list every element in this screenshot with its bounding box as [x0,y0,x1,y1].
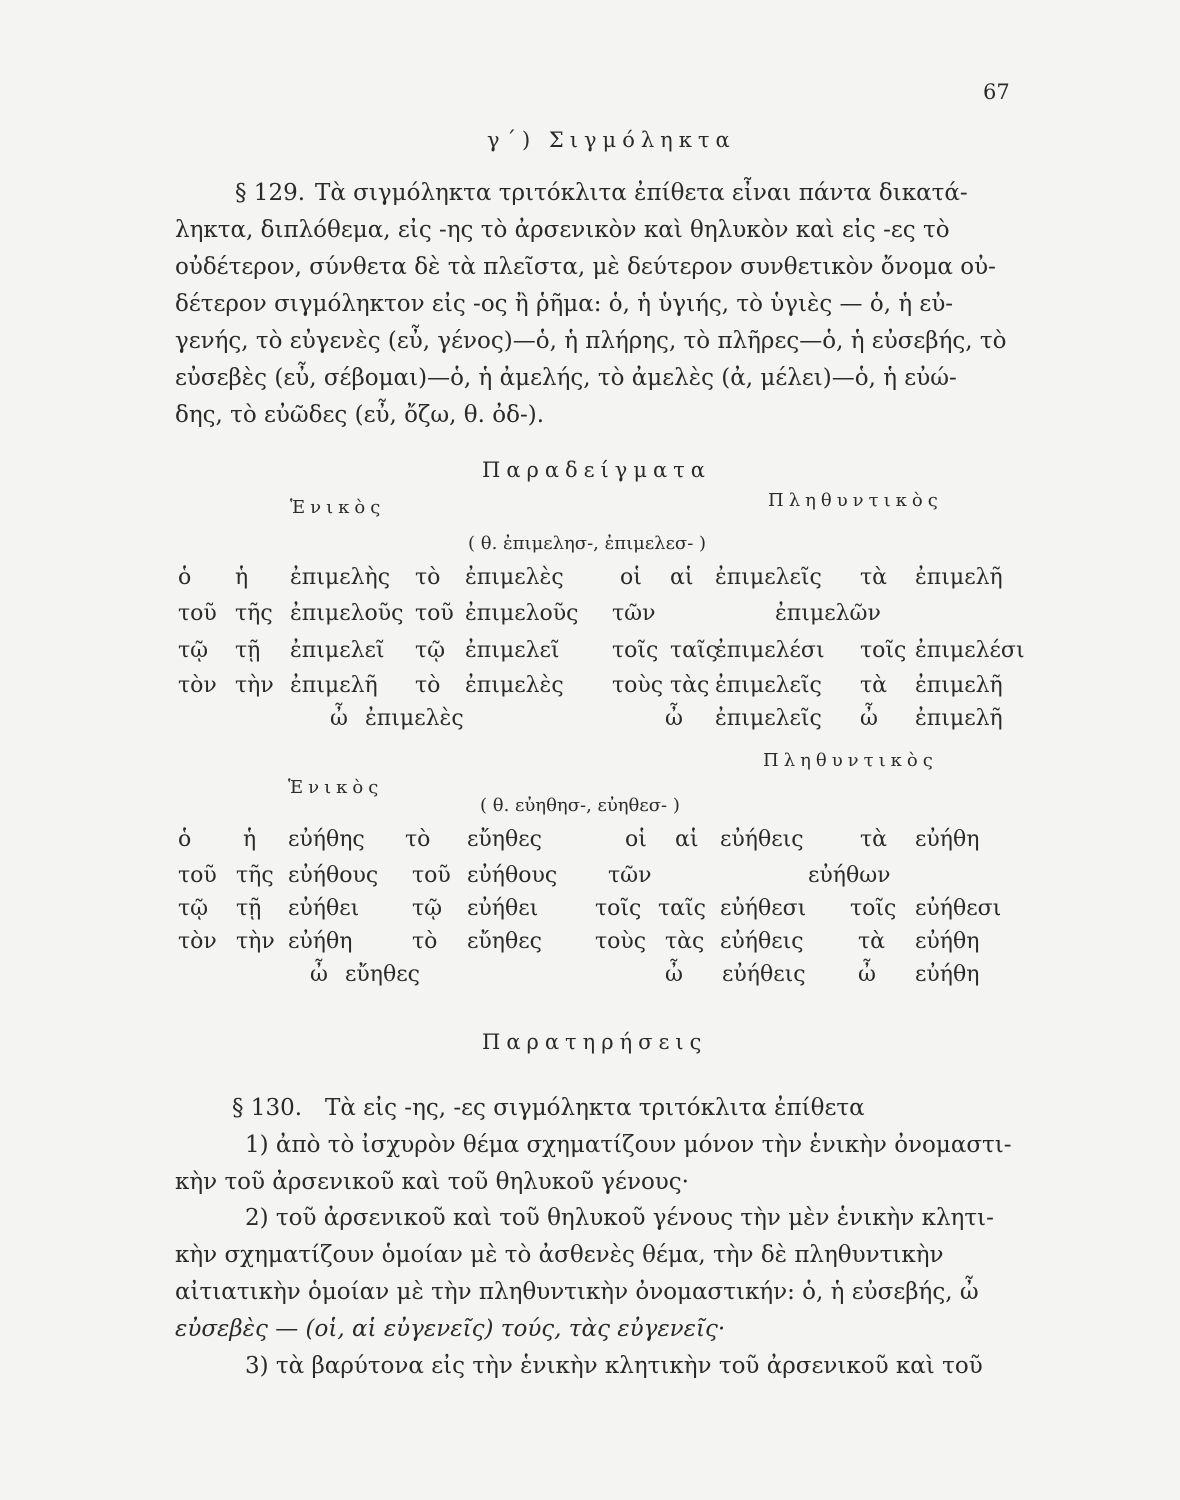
table-cell: τῷ [415,638,446,663]
table-cell: εὔηθες [467,929,542,954]
table-cell: τὰς [670,673,710,698]
table-cell: ἐπιμελὲς [465,565,564,590]
paragraph-line: δης, τὸ εὐῶδες (εὖ, ὄζω, θ. ὀδ-). [175,402,545,428]
table-cell: τὰ [860,565,888,590]
table-cell: τοῖς [612,638,659,663]
paragraph-line: αἰτιατικὴν ὁμοίαν μὲ τὴν πληθυντικὴν ὀνομαστικήν: ὁ, ἡ εὐσεβής, ὦ [175,1279,979,1305]
table-cell: εὐήθει [288,896,360,921]
table-cell: εὐήθει [467,896,539,921]
table-cell: ἐπιμελέσι [715,638,825,663]
table-cell: ἐπιμελεῖ [465,638,560,663]
examples-heading: Παραδείγματα [482,458,711,482]
table-cell: εὐήθεις [720,827,804,852]
table-cell: τὸ [412,929,438,954]
table-cell: εὐήθεις [722,962,806,987]
table-cell: τοὺς [612,673,664,698]
table-cell: ἐπιμελέσι [915,638,1025,663]
plural-label: Πληθυντικὸς [768,490,943,511]
table-cell: τὰ [860,673,888,698]
table-cell: τὴν [236,929,275,954]
table-cell: τῷ [178,638,209,663]
stem-note: ( θ. ἐπιμελησ-, ἐπιμελεσ- ) [468,533,707,554]
table-cell: εὐήθους [288,863,379,888]
table-cell: ἡ [243,827,257,852]
table-cell: τοῖς [860,638,907,663]
table-cell: τῶν [612,601,656,626]
table-cell: ἐπιμελεῖ [290,638,385,663]
table-cell: τοῖς [595,896,642,921]
table-cell: τῷ [412,896,443,921]
table-cell: τὸ [405,827,431,852]
table-cell: ἐπιμελῆ [290,673,378,698]
table-cell: εὐήθη [915,827,980,852]
paragraph-line: Τὰ εἰς -ης, -ες σιγμόληκτα τριτόκλιτα ἐπίθετα [325,1095,865,1121]
table-cell: εὐήθη [915,929,980,954]
paragraph-line: ληκτα, διπλόθεμα, εἰς -ης τὸ ἀρσενικὸν καὶ θηλυκὸν καὶ εἰς -ες τὸ [175,217,950,243]
table-cell: τῶν [608,863,652,888]
paragraph-line: 3) τὰ βαρύτονα εἰς τὴν ἑνικὴν κλητικὴν τοῦ ἀρσενικοῦ καὶ τοῦ [245,1353,983,1379]
table-cell: ἐπιμελῶν [775,601,881,626]
paragraph-line: εὐσεβὲς (εὖ, σέβομαι)—ὁ, ἡ ἀμελής, τὸ ἀμελὲς (ἀ, μέλει)—ὁ, ἡ εὐώ- [175,365,957,391]
table-cell: εὐήθους [467,863,558,888]
table-cell: ὦ [330,706,348,731]
table-cell: τοὺς [595,929,647,954]
table-cell: εὔηθες [467,827,542,852]
table-cell: τῷ [178,896,209,921]
table-cell: τὸν [178,929,217,954]
table-cell: ἐπιμελεῖς [715,565,822,590]
table-cell: τὸν [178,673,217,698]
table-cell: ὦ [665,962,683,987]
table-cell: τὴν [235,673,274,698]
table-cell: ὦ [310,962,328,987]
table-cell: εὐήθη [288,929,353,954]
paragraph-number: § 130. [232,1095,303,1121]
paragraph-line: Τὰ σιγμόληκτα τριτόκλιτα ἐπίθετα εἶναι πάντα δικατά- [315,180,968,206]
table-cell: ἐπιμελὴς [290,565,391,590]
table-cell: τὰς [665,929,705,954]
table-cell: εὐήθων [808,863,891,888]
table-cell: τοῦ [178,601,217,626]
table-cell: ἐπιμελῆ [915,565,1003,590]
paragraph-line: οὐδέτερον, σύνθετα δὲ τὰ πλεῖστα, μὲ δεύτερον συνθετικὸν ὄνομα οὐ- [175,254,996,280]
table-cell: εὔηθες [345,962,420,987]
table-cell: ἐπιμελοῦς [290,601,404,626]
table-cell: ἐπιμελῆ [915,673,1003,698]
paragraph-line: εὐσεβὲς — (οἱ, αἱ εὐγενεῖς) τούς, τὰς εὐγενεῖς· [175,1316,726,1342]
table-cell: εὐήθεσι [720,896,807,921]
table-cell: αἱ [675,827,699,852]
table-cell: οἱ [625,827,647,852]
table-cell: εὐήθεσι [915,896,1002,921]
table-cell: τοῦ [412,863,451,888]
table-cell: ὦ [860,706,878,731]
paragraph-line: γενής, τὸ εὐγενὲς (εὖ, γένος)—ὁ, ἡ πλήρης, τὸ πλῆρες—ὁ, ἡ εὐσεβής, τὸ [175,328,1007,354]
table-cell: ταῖς [670,638,718,663]
table-cell: ὁ [178,827,192,852]
table-cell: εὐήθη [915,962,980,987]
table-cell: τοῖς [850,896,897,921]
table-cell: ὁ [178,565,192,590]
table-cell: τὸ [415,673,441,698]
table-cell: ἐπιμελῆ [915,706,1003,731]
paragraph-line: 2) τοῦ ἀρσενικοῦ καὶ τοῦ θηλυκοῦ γένους τὴν μὲν ἑνικὴν κλητι- [245,1205,994,1231]
section-heading: γ΄) Σιγμόληκτα [487,128,736,152]
singular-label: Ἑνικὸς [290,497,386,518]
table-cell: τὸ [415,565,441,590]
table-cell: οἱ [620,565,642,590]
table-cell: τοῦ [415,601,454,626]
paragraph-line: 1) ἀπὸ τὸ ἰσχυρὸν θέμα σχηματίζουν μόνον τὴν ἑνικὴν ὀνομαστι- [245,1132,1012,1158]
remarks-heading: Παρατηρήσεις [482,1030,708,1054]
table-cell: τὰ [858,929,886,954]
table-cell: τὰ [860,827,888,852]
table-cell: ἐπιμελὲς [365,706,464,731]
plural-label: Πληθυντικὸς [763,750,938,771]
table-cell: τοῦ [178,863,217,888]
table-cell: τῆς [236,863,274,888]
table-cell: ἐπιμελεῖς [715,673,822,698]
table-cell: τῇ [235,638,261,663]
page-number: 67 [983,80,1010,104]
table-cell: τῇ [236,896,262,921]
singular-label: Ἑνικὸς [288,777,384,798]
table-cell: ἐπιμελὲς [465,673,564,698]
paragraph-line: δέτερον σιγμόληκτον εἰς -ος ἢ ῥῆμα: ὁ, ἡ ὑγιής, τὸ ὑγιὲς — ὁ, ἡ εὐ- [175,291,954,317]
table-cell: ὦ [858,962,876,987]
table-cell: τῆς [235,601,273,626]
table-cell: ὦ [665,706,683,731]
table-cell: ἐπιμελεῖς [715,706,822,731]
table-cell: εὐήθης [288,827,365,852]
stem-note: ( θ. εὐηθησ-, εὐηθεσ- ) [480,795,680,816]
table-cell: ταῖς [658,896,706,921]
table-cell: αἱ [670,565,694,590]
table-cell: εὐήθεις [720,929,804,954]
table-cell: ἡ [235,565,249,590]
paragraph-line: κὴν σχηματίζουν ὁμοίαν μὲ τὸ ἀσθενὲς θέμα, τὴν δὲ πληθυντικὴν [175,1242,944,1268]
paragraph-number: § 129. [235,180,306,206]
paragraph-line: κὴν τοῦ ἀρσενικοῦ καὶ τοῦ θηλυκοῦ γένους· [175,1169,689,1195]
table-cell: ἐπιμελοῦς [465,601,579,626]
